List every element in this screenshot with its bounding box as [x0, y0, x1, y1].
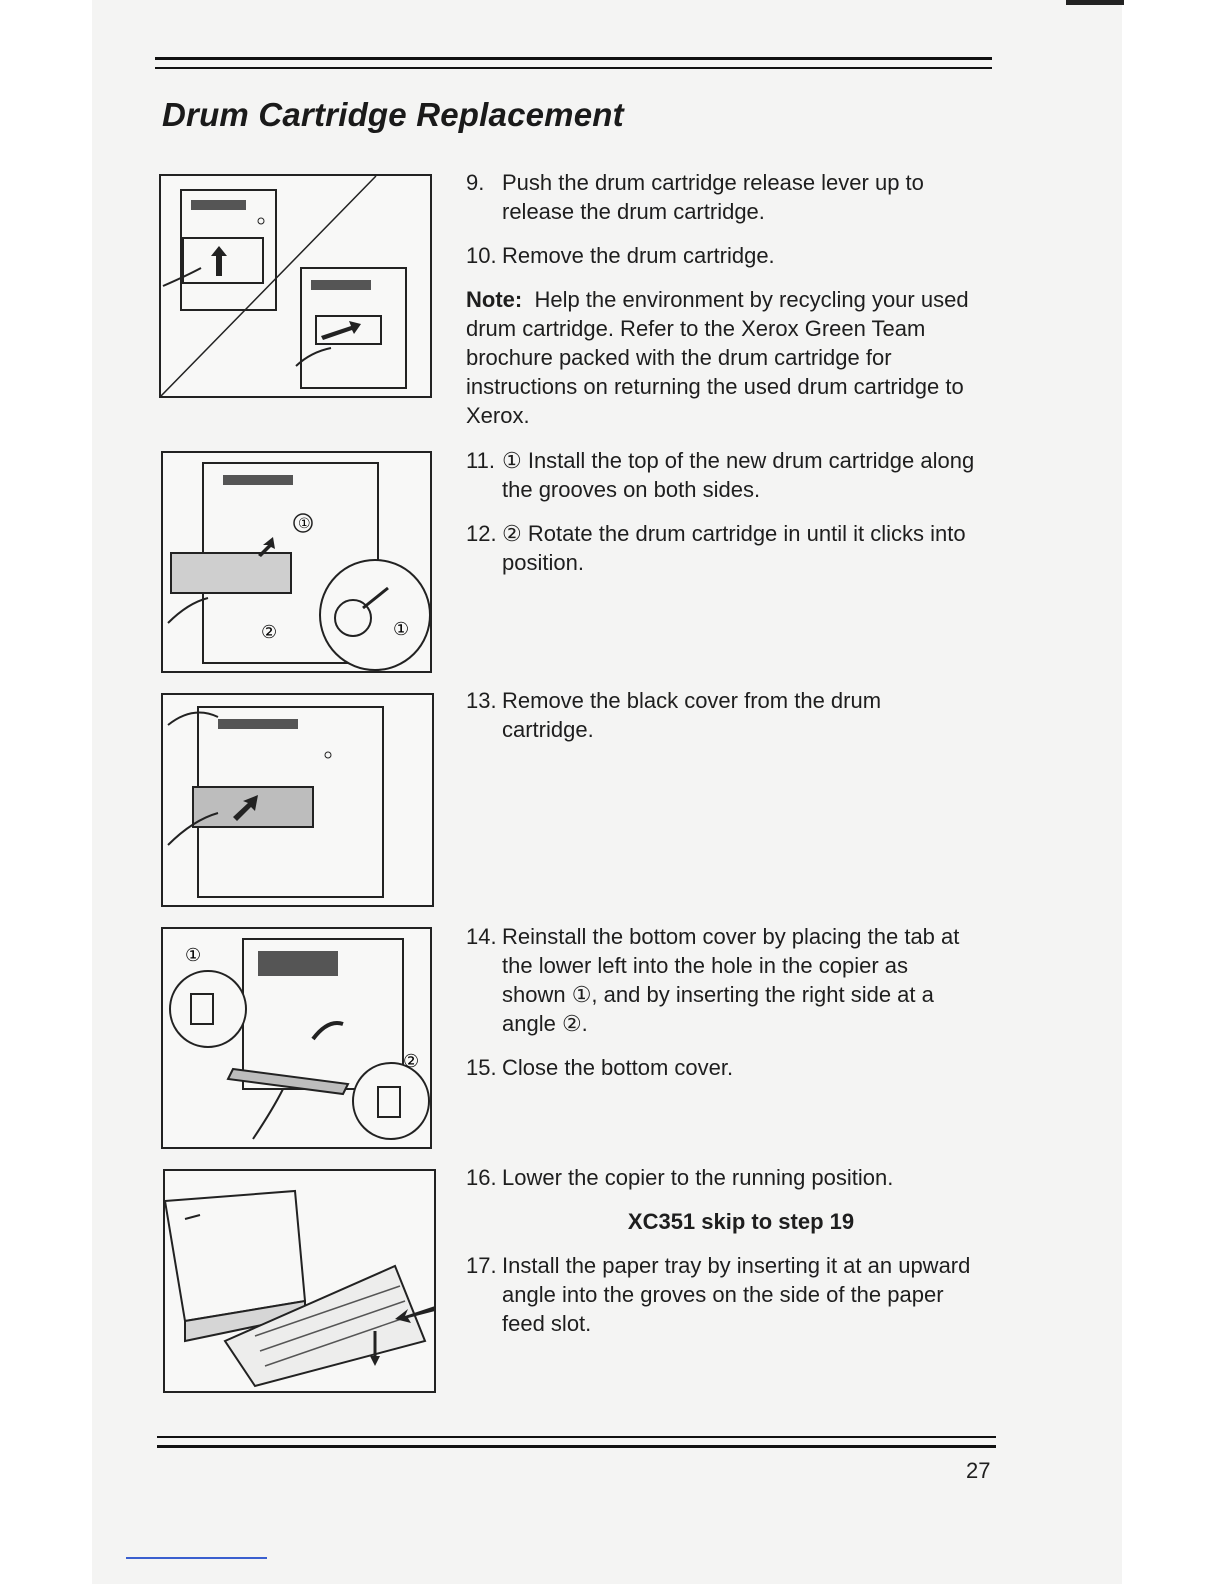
note-text: Help the environment by recycling your used drum cartridge. Refer to the Xerox Green Team brochure packed with the drum cartridge for instructions on returning the used drum cartridge to Xerox.: [466, 287, 969, 428]
figure-release-drum: [159, 174, 432, 398]
step-text: Lower the copier to the running position.: [502, 1165, 894, 1190]
steps-14-15: [466, 922, 976, 1082]
step-12: [466, 519, 976, 577]
steps-11-12: [466, 446, 976, 577]
scan-artifact-line: [126, 1557, 267, 1559]
scan-corner-mark: [1066, 0, 1124, 5]
install-drum-illustration: [163, 453, 430, 671]
figure-paper-tray: [163, 1169, 436, 1393]
figure-remove-cover: [161, 693, 434, 907]
remove-cover-illustration: [163, 695, 432, 905]
step-14: [466, 922, 976, 1038]
callout-2: ②: [261, 622, 278, 643]
step-number: 16.: [466, 1165, 497, 1190]
step-text: Close the bottom cover.: [502, 1055, 734, 1080]
page-title: Drum Cartridge Replacement: [162, 96, 624, 133]
figure-install-drum: [161, 451, 432, 673]
step-number: 17.: [466, 1253, 497, 1278]
note-label: Note:: [466, 287, 523, 312]
step-number: 14.: [466, 924, 497, 949]
step-text: Remove the drum cartridge.: [502, 243, 775, 268]
step-text: ① Install the top of the new drum cartridge along the grooves on both sides.: [502, 448, 975, 502]
step-13: [466, 686, 976, 744]
step-text: Install the paper tray by inserting it at an upward angle into the groves on the side of the paper feed slot.: [502, 1253, 971, 1336]
callout-2: ②: [403, 1051, 420, 1072]
step-number: 12.: [466, 521, 497, 546]
callout-1: ①: [185, 945, 202, 966]
callout-1: ①: [298, 516, 311, 532]
step-number: 10.: [466, 243, 497, 268]
step-text: Push the drum cartridge release lever up to release the drum cartridge.: [502, 170, 924, 224]
figure-bottom-cover: [161, 927, 432, 1149]
step-number: 11.: [466, 448, 495, 473]
footer-rule-thin: [157, 1436, 996, 1438]
scan-margin: [1122, 0, 1224, 1584]
skip-notice: XC351 skip to step 19: [627, 1209, 855, 1234]
step-number: 15.: [466, 1055, 497, 1080]
footer-rule-thick: [157, 1445, 996, 1448]
paper-tray-illustration: [165, 1171, 434, 1391]
step-9: [466, 168, 976, 226]
step-13-block: [466, 686, 976, 744]
header-rule-thick: [155, 57, 992, 60]
recycling-note: [466, 285, 976, 430]
printer-release-illustration: [161, 176, 430, 396]
page-number: 27: [966, 1458, 991, 1483]
header-rule-thin: [155, 67, 992, 69]
step-15: [466, 1053, 976, 1082]
steps-16-17: [466, 1163, 976, 1338]
bottom-cover-illustration: [163, 929, 430, 1147]
callout-1b: ①: [393, 619, 410, 640]
steps-9-10: [466, 168, 976, 430]
step-text: Remove the black cover from the drum cartridge.: [502, 688, 882, 742]
step-number: 9.: [466, 170, 485, 195]
step-10: [466, 241, 976, 270]
step-text: ② Rotate the drum cartridge in until it clicks into position.: [502, 521, 966, 575]
step-16: [466, 1163, 976, 1192]
step-17: [466, 1251, 976, 1338]
step-text: Reinstall the bottom cover by placing the tab at the lower left into the hole in the copier as shown ①, and by inserting the right side at a angle ②.: [502, 924, 960, 1036]
step-11: [466, 446, 976, 504]
step-number: 13.: [466, 688, 497, 713]
